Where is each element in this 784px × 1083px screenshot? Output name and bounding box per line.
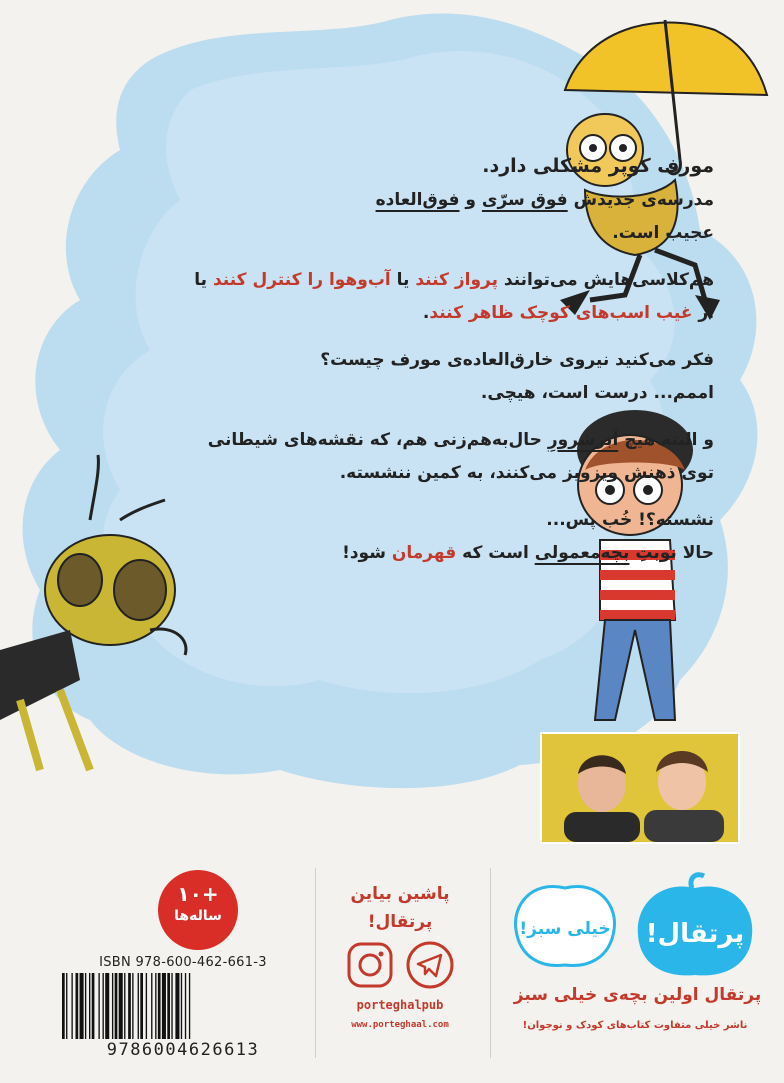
barcode-bar [62, 973, 65, 1039]
social-handle[interactable]: porteghalpub [356, 998, 444, 1012]
barcode-bar [146, 973, 147, 1039]
blurb-p2-mid2: یا از [194, 270, 714, 323]
blurb-p1-line3: عجیب است. [612, 223, 714, 243]
blurb-p2-mid1: یا [390, 270, 416, 290]
barcode-bar [128, 973, 131, 1039]
blurb-fly: پرواز کنند [415, 270, 498, 290]
barcode-bar [80, 973, 84, 1039]
barcode-bar [158, 973, 161, 1039]
blurb-p2-pre: هم‌کلاسی‌هایش می‌توانند [498, 270, 714, 290]
blurb-p3-line2: اممم... درست است، هیچی. [480, 383, 714, 403]
barcode-bar [155, 973, 156, 1039]
publisher-tagline: پرتقال اولین بچه‌ی خیلی سبز [513, 985, 762, 1005]
social-title-line1: پاشین بیاین [350, 884, 450, 904]
blurb-hero: قهرمان [391, 543, 457, 563]
barcode-bar [85, 973, 86, 1039]
barcode-bar [171, 973, 172, 1039]
social-title [325, 880, 475, 936]
barcode-bar [76, 973, 79, 1039]
barcode-digits: 9786004626613 [106, 1040, 260, 1060]
barcode-bar [140, 973, 143, 1039]
porteghal-logo-text: پرتقال! [645, 919, 745, 949]
barcode-bar [185, 973, 186, 1039]
blurb-extraordinary: فوق‌العاده [375, 190, 460, 210]
blurb-ordinary-kid: بچه‌معمولی [534, 543, 630, 563]
website-url[interactable]: www.porteghaal.com [351, 1020, 449, 1030]
barcode-bar [89, 973, 90, 1039]
fly-villain-illustration [0, 450, 220, 790]
blurb-p5-mid: است که [456, 543, 535, 563]
blurb-p1-line2-pre: مدرسه‌ی جدیدش [567, 190, 714, 210]
barcode-bar [151, 973, 152, 1039]
barcode-bar [138, 973, 139, 1039]
barcode-bar [98, 973, 99, 1039]
blurb-p4-pre: و البته هیچ [618, 430, 714, 450]
barcode-bar [167, 973, 170, 1039]
blurb-p1-line1: مورف کوپر مشکلی دارد. [482, 155, 714, 177]
barcode-bar [92, 973, 95, 1039]
age-label: ساله‌ها [174, 908, 222, 924]
kheili-sabz-logo [510, 870, 620, 970]
blurb-text [194, 150, 714, 584]
porteghal-logo [630, 870, 760, 980]
social-title-line2: پرتقال! [367, 912, 433, 932]
blurb-p3-line1: فکر می‌کنید نیروی خارق‌العاده‌ی مورف چیست؟ [320, 350, 714, 370]
divider-right [490, 868, 491, 1058]
barcode-bar [66, 973, 67, 1039]
barcode-bar [112, 973, 113, 1039]
kheili-sabz-logo-text: خیلی سبز! [519, 919, 611, 939]
barcode-bar [115, 973, 118, 1039]
blurb-ponies: غیب اسب‌های کوچک ظاهر کنند [429, 303, 693, 323]
blurb-p1-line2-mid: و [459, 190, 482, 210]
telegram-icon[interactable] [405, 940, 455, 990]
barcode-bar [105, 973, 109, 1039]
blurb-p5-end: شود! [342, 543, 392, 563]
barcode-bar [119, 973, 123, 1039]
age-number: +۱۰ [177, 882, 219, 906]
blurb-top-secret: فوق سرّی [481, 190, 568, 210]
barcode-bar [175, 973, 179, 1039]
barcode-bar [189, 973, 190, 1039]
authors-photo [540, 732, 740, 844]
blurb-supervillain: اَبرشرورِ [547, 430, 619, 450]
age-badge [158, 870, 238, 950]
barcode-bar [162, 973, 166, 1039]
barcode-bar [103, 973, 104, 1039]
barcode-bar [124, 973, 125, 1039]
divider-left [315, 868, 316, 1058]
publisher-subtitle: ناشر خیلی متفاوت کتاب‌های کودک و نوجوان! [522, 1020, 748, 1031]
barcode-bar [132, 973, 133, 1039]
barcode-bar [71, 973, 72, 1039]
instagram-icon[interactable] [345, 940, 395, 990]
blurb-weather: آب‌وهوا را کنترل کنند [212, 270, 391, 290]
isbn-text: ISBN 978-600-462-661-3 [99, 955, 267, 970]
blurb-p2-end: . [422, 303, 430, 323]
barcode-bar [181, 973, 182, 1039]
blurb-p4-rest: حال‌به‌هم‌زنی هم، که نقشه‌های شیطانی توی ذهنش ویزویز می‌کنند، به کمین ننشسته. [207, 430, 714, 483]
barcode [62, 973, 304, 1043]
blurb-p5-pre: حالا نوبتِ [629, 543, 714, 563]
authors-photo-art [542, 734, 738, 842]
blurb-p5-line1: نشسته؟! خُب پس... [546, 510, 714, 530]
